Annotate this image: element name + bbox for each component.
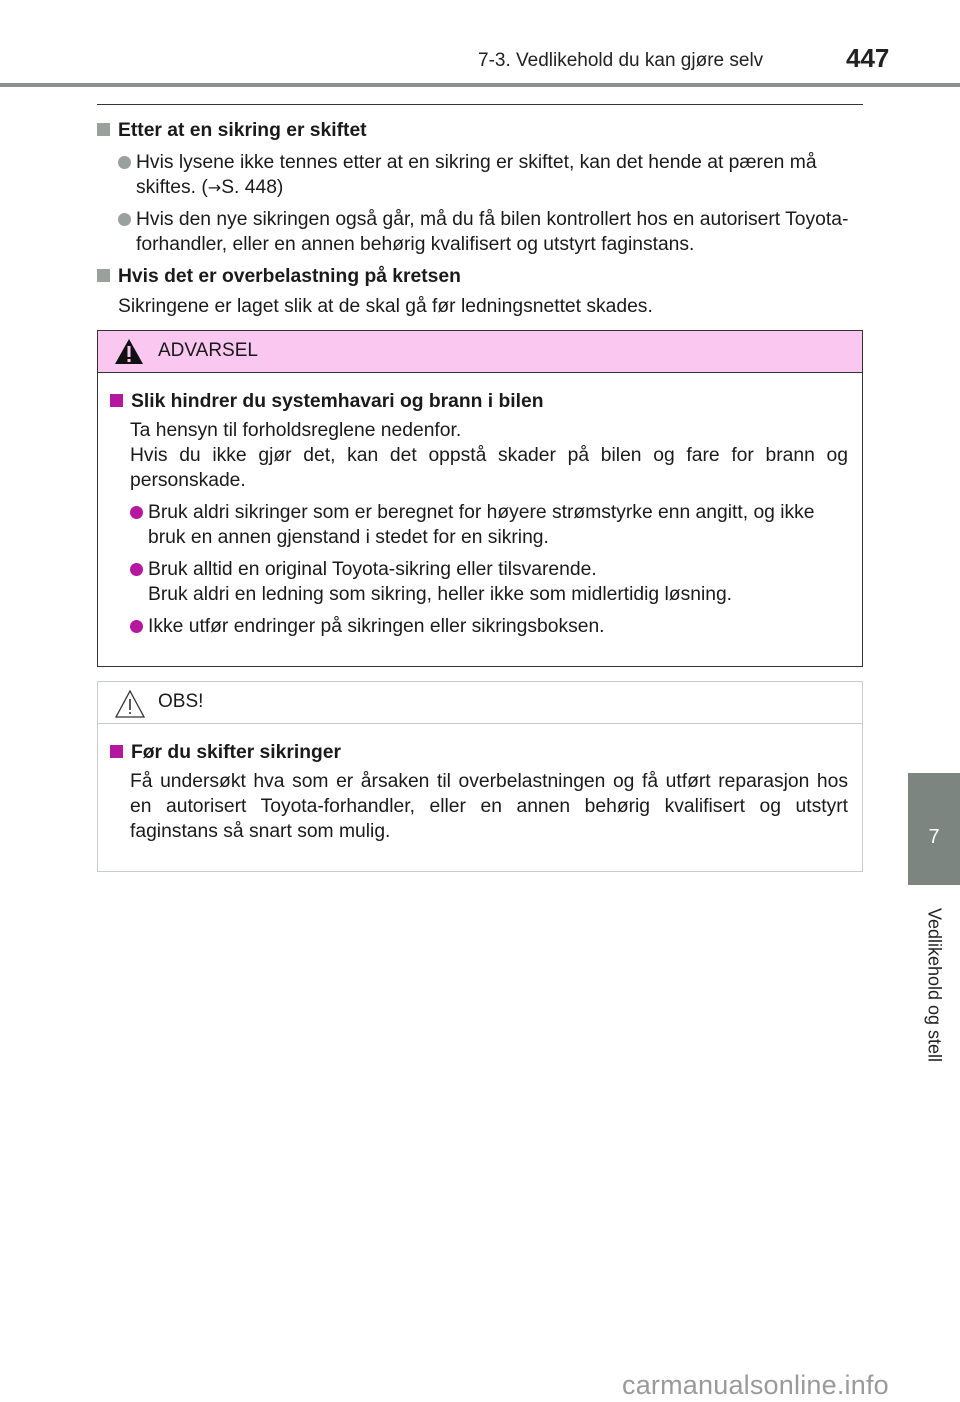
notice-text: Få undersøkt hva som er årsaken til overbelastningen og få utført reparasjon hos en autorisert Toyota-forhandler, eller en annen behørig kvalifisert og utstyrt faginstans så snart som mulig.	[130, 771, 848, 842]
section-title: 7-3. Vedlikehold du kan gjøre selv	[478, 50, 764, 71]
section-heading-text: Hvis det er overbelastning på kretsen	[118, 266, 461, 287]
square-bullet-icon	[97, 123, 110, 136]
square-bullet-icon	[110, 394, 123, 407]
warning-box-header	[98, 331, 862, 373]
list-item-text: Bruk alltid en original Toyota-sikring eller tilsvarende.	[148, 559, 597, 580]
notice-box-title: OBS!	[158, 691, 204, 712]
list-item	[97, 207, 863, 257]
section-heading-text: Etter at en sikring er skiftet	[118, 120, 367, 141]
list-item-text: Bruk aldri en ledning som sikring, heller ikke som midlertidig løsning.	[148, 584, 733, 605]
section-heading	[97, 118, 863, 143]
footer-watermark: carmanualsonline.info	[622, 1370, 889, 1400]
main-content	[97, 114, 863, 319]
page-reference-link[interactable]: S. 448)	[221, 177, 284, 198]
section-heading	[97, 264, 863, 289]
list-item-text: Hvis lysene ikke tennes etter at en sikring er skiftet, kan det hende at pæren må skiftes. (	[136, 152, 817, 198]
section-text: Sikringene er laget slik at de skal gå før ledningsnettet skades.	[118, 296, 653, 317]
round-bullet-icon	[130, 563, 143, 576]
content-top-rule	[97, 104, 863, 105]
warning-intro-line: Ta hensyn til forholdsreglene nedenfor.	[130, 420, 462, 441]
round-bullet-icon	[130, 620, 143, 633]
page-number: 447	[846, 43, 890, 73]
warning-intro	[104, 418, 848, 493]
list-item-text: Ikke utfør endringer på sikringen eller sikringsboksen.	[148, 616, 605, 637]
notice-heading-text: Før du skifter sikringer	[131, 742, 342, 763]
warning-heading	[104, 389, 848, 414]
list-item	[104, 614, 848, 639]
warning-box-title: ADVARSEL	[158, 340, 258, 361]
chapter-tab-label: Vedlikehold og stell	[924, 907, 945, 1063]
header-rule	[0, 83, 960, 87]
round-bullet-icon	[130, 506, 143, 519]
list-item-text: Hvis den nye sikringen også går, må du få bilen kontrollert hos en autorisert Toyota-forhandler, eller en annen behørig kvalifisert og utstyrt faginstans.	[136, 209, 849, 255]
notice-heading	[104, 740, 848, 765]
warning-intro-line: Hvis du ikke gjør det, kan det oppstå skader på bilen og fare for brann og personskade.	[130, 445, 848, 491]
notice-box	[97, 681, 863, 872]
notice-box-header	[98, 682, 862, 724]
square-bullet-icon	[110, 745, 123, 758]
round-bullet-icon	[118, 213, 131, 226]
chapter-tab: 7	[908, 773, 960, 885]
list-item-text: Bruk aldri sikringer som er beregnet for høyere strømstyrke enn angitt, og ikke bruk en annen gjenstand i stedet for en sikring.	[148, 502, 815, 548]
caution-triangle-icon	[114, 689, 146, 724]
warning-heading-text: Slik hindrer du systemhavari og brann i bilen	[131, 391, 544, 412]
round-bullet-icon	[118, 156, 131, 169]
warning-triangle-icon	[114, 338, 144, 370]
list-item	[104, 500, 848, 550]
list-item	[104, 557, 848, 607]
warning-box-body	[98, 373, 862, 639]
list-item	[97, 150, 863, 200]
notice-box-body	[98, 724, 862, 844]
square-bullet-icon	[97, 269, 110, 282]
arrow-right-icon: →	[207, 178, 222, 197]
warning-box	[97, 330, 863, 667]
